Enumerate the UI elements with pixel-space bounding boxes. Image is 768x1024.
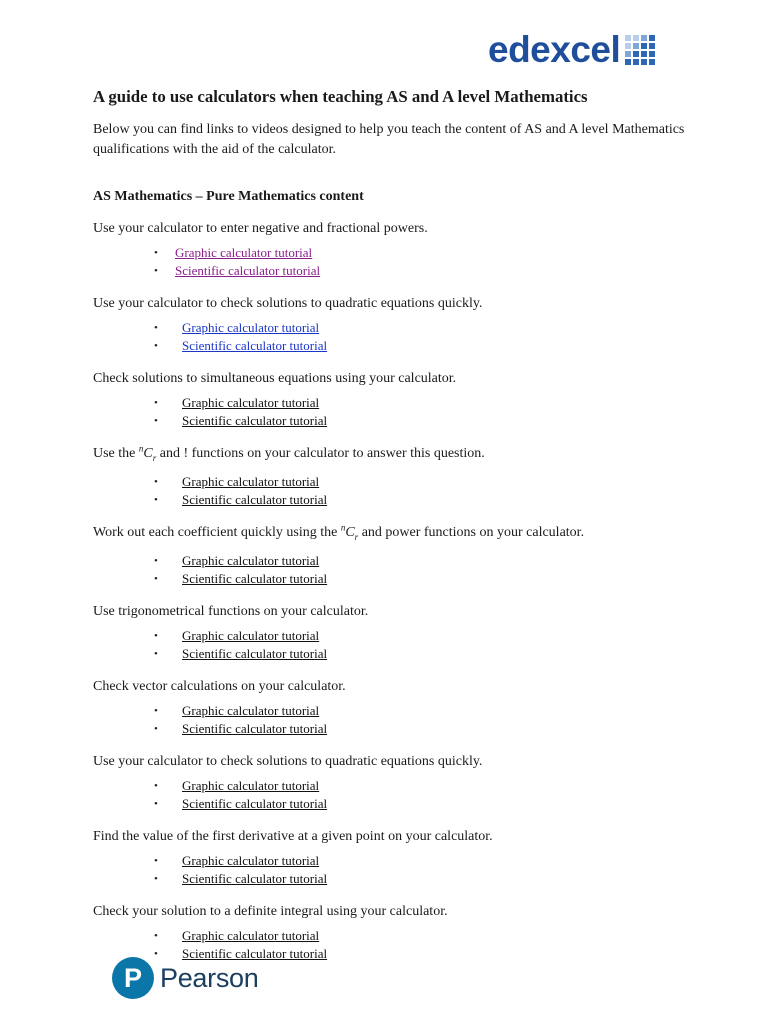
list-item	[154, 852, 693, 870]
list-item	[154, 570, 693, 588]
task-text	[93, 445, 693, 467]
task-text: Use your calculator to enter negative and fractional powers.	[93, 221, 428, 236]
list-item	[154, 702, 693, 720]
edexcel-logo	[488, 30, 655, 70]
link-list	[93, 852, 693, 888]
task-text-after: and ! functions on your calculator to answer this question.	[156, 446, 485, 461]
list-item	[154, 262, 693, 280]
task-text-before: Use the	[93, 446, 139, 461]
intro-paragraph: Below you can find links to videos designed to help you teach the content of AS and A level Mathematics qualifications with the aid of the calculator.	[93, 122, 685, 157]
list-item	[154, 491, 693, 509]
list-item	[154, 473, 693, 491]
math-var-c: C	[345, 524, 355, 540]
graphic-calculator-link[interactable]: Graphic calculator tutorial	[182, 927, 320, 943]
graphic-calculator-link[interactable]: Graphic calculator tutorial	[182, 552, 320, 568]
task-text: Use your calculator to check solutions to quadratic equations quickly.	[93, 753, 483, 769]
list-item	[154, 394, 693, 412]
math-var-c: C	[143, 446, 153, 461]
list-item	[154, 412, 693, 430]
link-list	[93, 627, 693, 663]
link-list	[93, 319, 693, 355]
scientific-calculator-link[interactable]: Scientific calculator tutorial	[182, 645, 328, 661]
task-text: Check vector calculations on your calculator.	[93, 678, 346, 694]
list-item	[154, 795, 693, 813]
link-list	[93, 394, 693, 430]
link-list	[93, 777, 693, 813]
list-item	[154, 552, 693, 570]
pearson-logo	[112, 957, 258, 999]
scientific-calculator-link[interactable]: Scientific calculator tutorial	[182, 795, 328, 811]
scientific-calculator-link[interactable]: Scientific calculator tutorial	[182, 720, 328, 736]
edexcel-logo-grid-icon	[625, 35, 655, 65]
scientific-calculator-link[interactable]: Scientific calculator tutorial	[182, 413, 328, 428]
scientific-calculator-link[interactable]: Scientific calculator tutorial	[182, 491, 328, 507]
page-title: A guide to use calculators when teaching AS and A level Mathematics	[93, 87, 588, 106]
graphic-calculator-link[interactable]: Graphic calculator tutorial	[182, 320, 320, 335]
subscript-r: r	[152, 452, 157, 463]
list-item	[154, 627, 693, 645]
graphic-calculator-link[interactable]: Graphic calculator tutorial	[182, 777, 320, 793]
section-heading: AS Mathematics – Pure Mathematics content	[93, 189, 364, 204]
task-text: Find the value of the first derivative at a given point on your calculator.	[93, 828, 493, 844]
scientific-calculator-link[interactable]: Scientific calculator tutorial	[175, 263, 321, 278]
task-text: Use your calculator to check solutions to quadratic equations quickly.	[93, 296, 483, 311]
task-text-before: Work out each coefficient quickly using the	[93, 524, 341, 540]
list-item	[154, 927, 693, 945]
pearson-logo-icon: P	[112, 957, 154, 999]
graphic-calculator-link[interactable]: Graphic calculator tutorial	[182, 473, 320, 489]
list-item	[154, 720, 693, 738]
document-body	[93, 86, 693, 978]
list-item	[154, 319, 693, 337]
list-item	[154, 870, 693, 888]
scientific-calculator-link[interactable]: Scientific calculator tutorial	[182, 570, 328, 586]
task-text: Check your solution to a definite integral using your calculator.	[93, 903, 448, 919]
link-list	[93, 552, 693, 588]
graphic-calculator-link[interactable]: Graphic calculator tutorial	[175, 245, 313, 260]
superscript-n: n	[340, 522, 346, 533]
scientific-calculator-link[interactable]: Scientific calculator tutorial	[182, 945, 328, 961]
task-text	[93, 524, 693, 546]
list-item	[154, 244, 693, 262]
graphic-calculator-link[interactable]: Graphic calculator tutorial	[182, 395, 320, 410]
pearson-logo-text: Pearson	[160, 962, 259, 993]
list-item	[154, 777, 693, 795]
list-item	[154, 645, 693, 663]
graphic-calculator-link[interactable]: Graphic calculator tutorial	[182, 627, 320, 643]
scientific-calculator-link[interactable]: Scientific calculator tutorial	[182, 870, 328, 886]
graphic-calculator-link[interactable]: Graphic calculator tutorial	[182, 702, 320, 718]
link-list	[93, 702, 693, 738]
task-text: Use trigonometrical functions on your calculator.	[93, 603, 369, 619]
link-list	[93, 473, 693, 509]
link-list	[93, 244, 693, 280]
scientific-calculator-link[interactable]: Scientific calculator tutorial	[182, 338, 328, 353]
superscript-n: n	[138, 443, 144, 454]
graphic-calculator-link[interactable]: Graphic calculator tutorial	[182, 852, 320, 868]
task-text: Check solutions to simultaneous equations using your calculator.	[93, 371, 457, 386]
list-item	[154, 337, 693, 355]
edexcel-logo-text: edexcel	[488, 29, 621, 70]
task-text-after: and power functions on your calculator.	[358, 524, 585, 540]
subscript-r: r	[354, 531, 359, 542]
